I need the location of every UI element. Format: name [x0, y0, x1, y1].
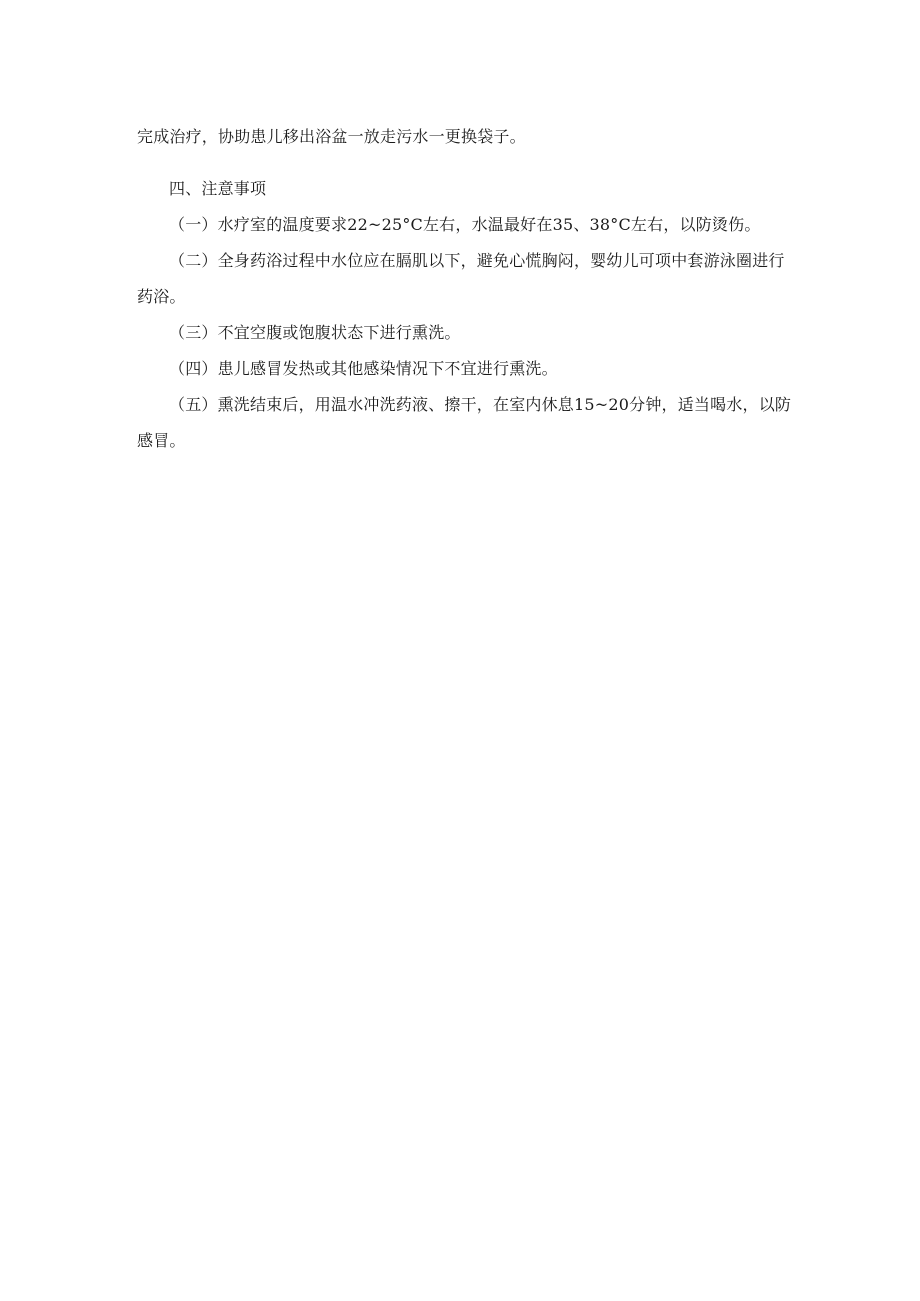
precaution-item-1: （一）水疗室的温度要求22~25°C左右，水温最好在35、38°C左右，以防烫伤。: [169, 215, 761, 234]
precaution-item-5: （五）熏洗结束后，用温水冲洗药液、擦干，在室内休息15~20分钟，适当喝水，以防感冒。: [137, 395, 792, 450]
section-heading-precautions: 四、注意事项: [169, 179, 267, 198]
precaution-item-4: （四）患儿感冒发热或其他感染情况下不宜进行熏洗。: [169, 359, 558, 378]
document-body: [137, 119, 797, 459]
precaution-item-3: （三）不宜空腹或饱腹状态下进行熏洗。: [169, 323, 461, 342]
paragraph-treatment-complete: 完成治疗，协助患儿移出浴盆一放走污水一更换袋子。: [137, 127, 526, 146]
precaution-item-2: （二）全身药浴过程中水位应在膈肌以下，避免心慌胸闷，婴幼儿可项中套游泳圈进行药浴。: [137, 251, 785, 306]
